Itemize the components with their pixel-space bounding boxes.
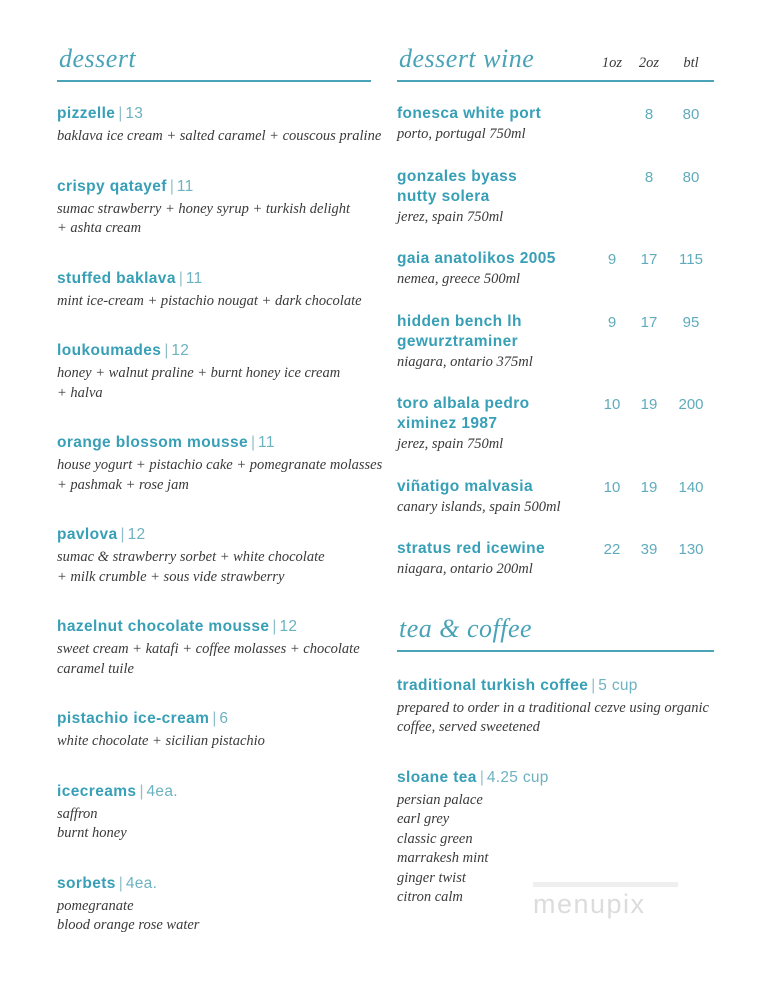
wine-item-toro-albala-pedro-ximinez-1987	[397, 394, 714, 455]
item-description-line: pomegranate	[57, 897, 134, 914]
item-description-line: coffee, served sweetened	[397, 719, 540, 735]
wine-name-line: hidden bench lh	[397, 312, 522, 330]
column-header-1oz: 1oz	[601, 55, 623, 71]
menu-item-loukoumades	[57, 341, 371, 403]
menu-item-pavlova	[57, 525, 371, 587]
wine-item-hidden-bench-lh-gewurztraminer	[397, 312, 714, 373]
item-price: 6	[219, 710, 229, 727]
menu-item-icecreams	[57, 782, 371, 844]
item-price: 12	[127, 526, 146, 543]
item-description-line: honey + walnut praline + burnt honey ice cream	[57, 365, 341, 381]
item-price: 5 cup	[598, 676, 638, 694]
wine-name-line: gonzales byass	[397, 167, 518, 185]
wine-name-line: stratus red icewine	[397, 540, 546, 557]
dessert-section-title: dessert	[59, 44, 137, 73]
item-name-row	[57, 617, 371, 637]
item-description-line: + pashmak + rose jam	[57, 476, 189, 493]
tea-variety-line: persian palace	[397, 791, 483, 808]
tea-variety-line: earl grey	[397, 811, 450, 827]
price-1oz	[594, 167, 630, 228]
item-name: pavlova	[57, 526, 118, 543]
wine-name-block	[397, 312, 594, 373]
item-description-line: + halva	[57, 384, 103, 401]
item-name: pistachio ice-cream	[57, 710, 210, 727]
item-description-line: + ashta cream	[57, 220, 142, 236]
wine-origin: niagara, ontario 200ml	[397, 561, 533, 577]
item-description-line: saffron	[57, 805, 98, 822]
item-name: hazelnut chocolate mousse	[57, 618, 270, 635]
item-name-row	[57, 433, 371, 453]
item-name-row	[57, 104, 371, 124]
wine-name-line: viñatigo malvasia	[397, 477, 534, 495]
price-btl: 130	[678, 541, 704, 558]
item-price: 13	[125, 105, 144, 122]
tea-variety-line: ginger twist	[397, 869, 466, 886]
item-description-line: baklava ice cream + salted caramel + couscous praline	[57, 128, 382, 144]
wine-section-header	[397, 44, 714, 82]
item-description-line: sweet cream + katafi + coffee molasses + chocolate	[57, 641, 360, 657]
item-name-row	[397, 676, 714, 696]
item-price: 11	[185, 269, 203, 287]
item-name: traditional turkish coffee	[397, 676, 589, 694]
item-price: 11	[258, 434, 275, 451]
item-name: sloane tea	[397, 768, 477, 786]
wine-name-line: ximinez 1987	[397, 415, 498, 432]
menu-item-pizzelle	[57, 104, 382, 147]
price-separator: |	[251, 434, 256, 451]
price-1oz: 9	[607, 313, 617, 331]
item-description-line: sumac & strawberry sorbet + white chocolate	[57, 549, 325, 565]
item-name-row	[57, 269, 371, 289]
wine-section-title: dessert wine	[399, 44, 535, 73]
item-description-line: + milk crumble + sous vide strawberry	[57, 568, 285, 585]
dessert-column	[57, 44, 383, 966]
price-1oz: 10	[603, 396, 621, 413]
item-price: 4ea.	[146, 782, 178, 800]
price-btl: 140	[678, 478, 704, 496]
wine-item-vinatigo-malvasia	[397, 477, 714, 518]
price-btl: 95	[682, 313, 700, 331]
item-name-row	[57, 874, 371, 894]
menu-item-pistachio-ice-cream	[57, 709, 371, 752]
price-2oz: 19	[640, 478, 658, 496]
wine-name-line: nutty solera	[397, 187, 490, 205]
item-price: 4.25 cup	[486, 768, 549, 786]
price-separator: |	[178, 269, 183, 287]
menu-item-hazelnut-chocolate-mousse	[57, 617, 371, 679]
item-description-line: house yogurt + pistachio cake + pomegranate molasses	[57, 457, 383, 473]
price-2oz: 8	[644, 168, 654, 186]
price-separator: |	[120, 526, 125, 543]
item-description-line: mint ice-cream + pistachio nougat + dark chocolate	[57, 292, 362, 309]
item-name: loukoumades	[57, 342, 162, 359]
price-btl: 115	[679, 251, 703, 268]
wine-origin: canary islands, spain 500ml	[397, 498, 561, 515]
item-name-row	[57, 782, 371, 802]
item-name-row	[57, 709, 371, 729]
item-name: orange blossom mousse	[57, 434, 249, 451]
wine-origin: nemea, greece 500ml	[397, 271, 521, 287]
item-description-line: prepared to order in a traditional cezve using organic	[397, 699, 709, 716]
item-name: icecreams	[57, 782, 137, 800]
wine-tea-column	[397, 44, 714, 966]
column-header-btl: btl	[683, 55, 699, 71]
price-btl: 80	[682, 168, 700, 186]
menu-item-sorbets	[57, 874, 371, 936]
wine-name-line: gaia anatolikos 2005	[397, 250, 556, 267]
wine-origin: porto, portugal 750ml	[397, 126, 526, 142]
price-2oz: 19	[640, 396, 658, 413]
price-separator: |	[118, 105, 123, 122]
wine-name-block	[397, 104, 594, 145]
item-description-line: sumac strawberry + honey syrup + turkish delight	[57, 200, 351, 217]
item-name-row	[397, 768, 714, 788]
item-price: 12	[279, 618, 298, 635]
price-separator: |	[118, 874, 123, 892]
menu-item-stuffed-baklava	[57, 269, 371, 312]
wine-origin: jerez, spain 750ml	[397, 436, 504, 452]
price-btl: 80	[682, 106, 700, 123]
item-price: 11	[176, 177, 194, 195]
wine-name-block	[397, 539, 594, 580]
wine-origin: niagara, ontario 375ml	[397, 353, 533, 370]
wine-name-block	[397, 249, 594, 290]
item-price: 4ea.	[125, 874, 158, 892]
price-separator: |	[169, 177, 174, 195]
price-1oz: 9	[607, 251, 617, 268]
tea-variety-line: citron calm	[397, 889, 463, 905]
wine-name-block	[397, 167, 594, 228]
price-2oz: 17	[640, 251, 658, 268]
item-description-line: white chocolate + sicilian pistachio	[57, 733, 265, 749]
wine-item-stratus-red-icewine	[397, 539, 714, 580]
dessert-section-header	[57, 44, 371, 82]
price-separator: |	[272, 618, 277, 635]
item-name-row	[57, 177, 371, 197]
price-2oz: 39	[640, 541, 658, 558]
price-1oz	[594, 104, 630, 145]
wine-origin: jerez, spain 750ml	[397, 208, 504, 225]
item-name: sorbets	[57, 874, 116, 892]
price-separator: |	[479, 768, 484, 786]
wine-item-gaia-anatolikos-2005	[397, 249, 714, 290]
item-name: crispy qatayef	[57, 177, 167, 195]
wine-name-line: toro albala pedro	[397, 395, 530, 412]
watermark-bar	[533, 882, 678, 887]
menu-item-orange-blossom-mousse	[57, 433, 383, 495]
item-name-row	[57, 525, 371, 545]
price-2oz: 17	[640, 313, 658, 331]
watermark-text: menupix	[533, 889, 646, 919]
item-name: stuffed baklava	[57, 269, 176, 287]
item-name: pizzelle	[57, 105, 116, 122]
menu-item-traditional-turkish-coffee	[397, 676, 714, 738]
tea-variety-line: marrakesh mint	[397, 850, 489, 866]
wine-name-block	[397, 477, 594, 518]
price-1oz: 22	[603, 541, 621, 558]
wine-item-gonzales-byass-nutty-solera	[397, 167, 714, 228]
item-description-line: burnt honey	[57, 825, 127, 841]
price-separator: |	[164, 342, 169, 359]
item-price: 12	[171, 342, 190, 359]
wine-list	[397, 104, 714, 580]
column-header-2oz: 2oz	[638, 55, 660, 71]
menu-item-crispy-qatayef	[57, 177, 371, 239]
item-description-line: blood orange rose water	[57, 917, 200, 933]
watermark	[533, 889, 646, 920]
price-btl: 200	[678, 396, 704, 413]
tea-section-header	[397, 614, 714, 652]
price-separator: |	[212, 710, 217, 727]
price-1oz: 10	[603, 478, 621, 496]
price-separator: |	[591, 676, 596, 694]
wine-item-fonesca-white-port	[397, 104, 714, 145]
price-2oz: 8	[644, 106, 654, 123]
wine-name-block	[397, 394, 594, 455]
tea-section-title: tea & coffee	[399, 613, 533, 643]
item-name-row	[57, 341, 371, 361]
price-separator: |	[139, 782, 144, 800]
wine-name-line: gewurztraminer	[397, 332, 519, 350]
item-description-line: caramel tuile	[57, 660, 134, 677]
wine-name-line: fonesca white port	[397, 105, 542, 122]
tea-variety-line: classic green	[397, 830, 473, 847]
